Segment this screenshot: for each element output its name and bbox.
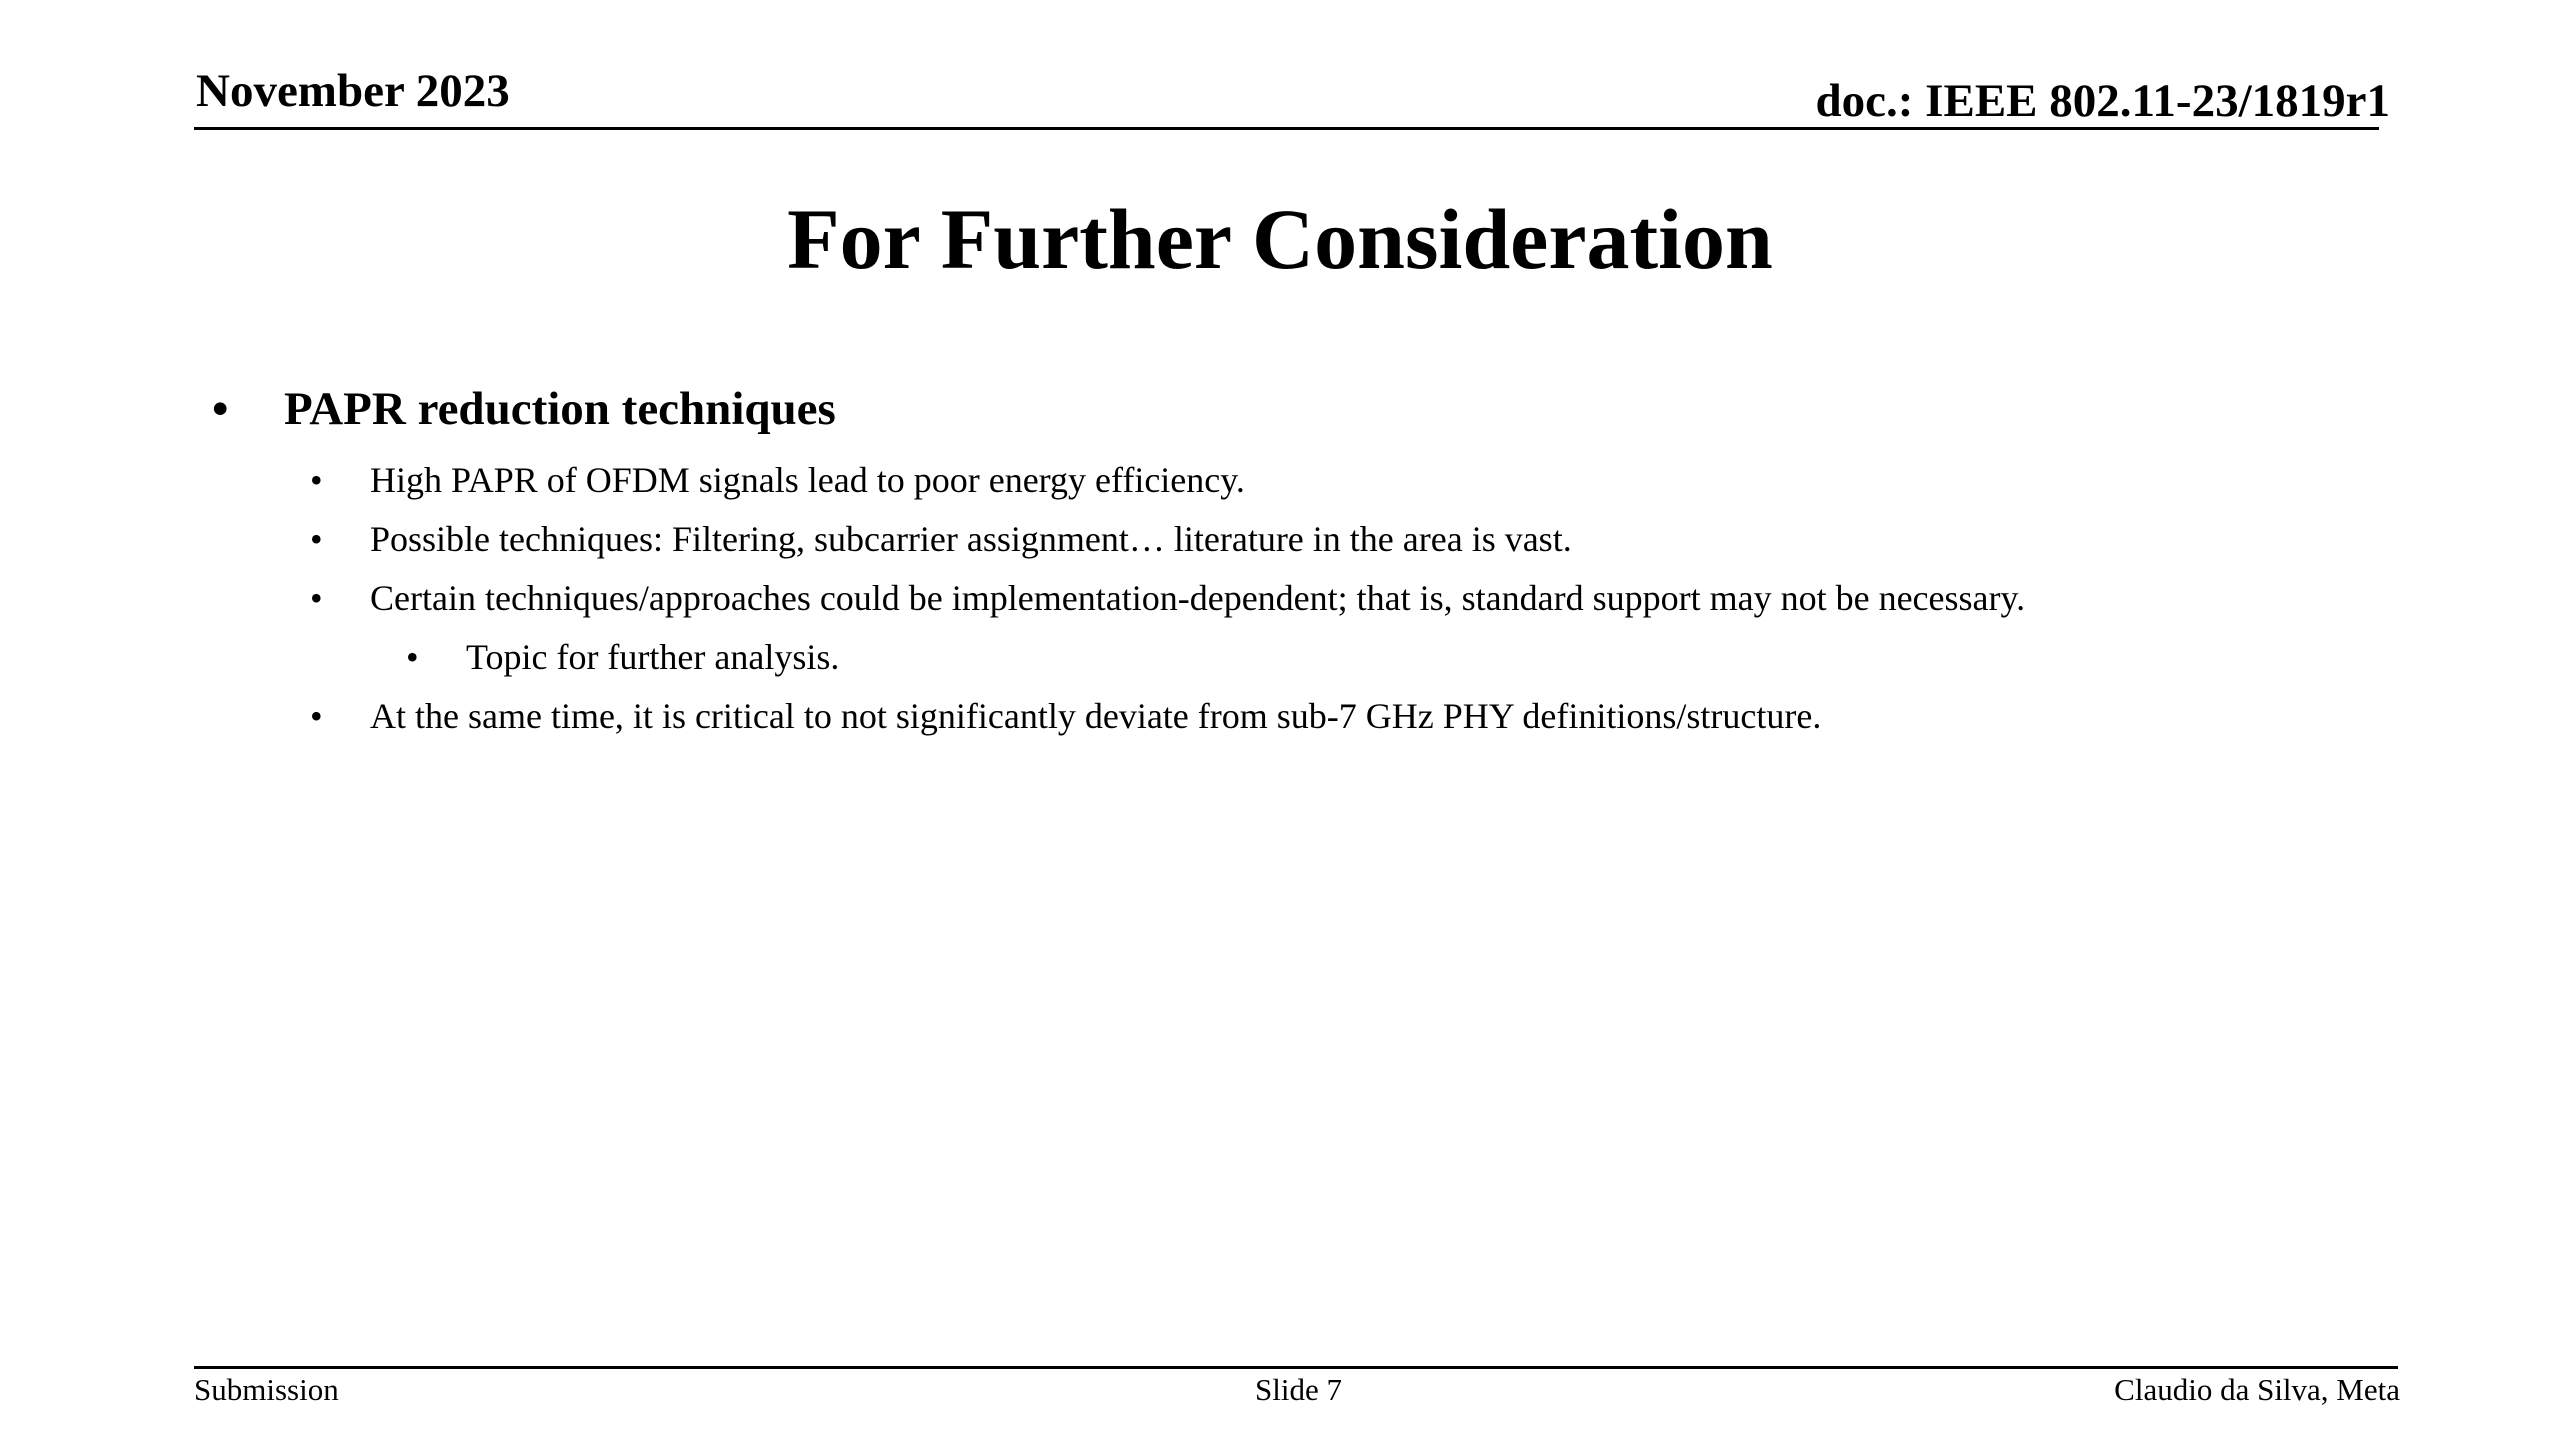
bullet-marker: • — [406, 637, 419, 677]
footer-submission: Submission — [194, 1372, 339, 1407]
header-doc-id: doc.: IEEE 802.11-23/1819r1 — [1815, 75, 2390, 127]
header-date: November 2023 — [196, 65, 510, 117]
bullet-text: Possible techniques: Filtering, subcarrier assignment… literature in the area is vast. — [370, 519, 1572, 559]
bullet-text: PAPR reduction techniques — [284, 383, 836, 435]
footer-divider — [194, 1366, 2398, 1369]
footer-author: Claudio da Silva, Meta — [2114, 1372, 2400, 1407]
bullet-text: At the same time, it is critical to not significantly deviate from sub-7 GHz PHY definitions/structure. — [370, 696, 1822, 736]
bullet-marker: • — [310, 460, 323, 500]
bullet-marker: • — [212, 383, 229, 435]
bullet-text: High PAPR of OFDM signals lead to poor energy efficiency. — [370, 460, 1245, 500]
bullet-marker: • — [310, 519, 323, 559]
bullet-text: Topic for further analysis. — [466, 637, 840, 677]
footer-slide-number: Slide 7 — [1255, 1372, 1342, 1407]
slide-title: For Further Consideration — [787, 191, 1773, 287]
bullet-marker: • — [310, 696, 323, 736]
bullet-text: Certain techniques/approaches could be implementation-dependent; that is, standard support may not be necessary. — [370, 578, 2026, 618]
bullet-marker: • — [310, 578, 323, 618]
header-divider — [194, 127, 2379, 130]
